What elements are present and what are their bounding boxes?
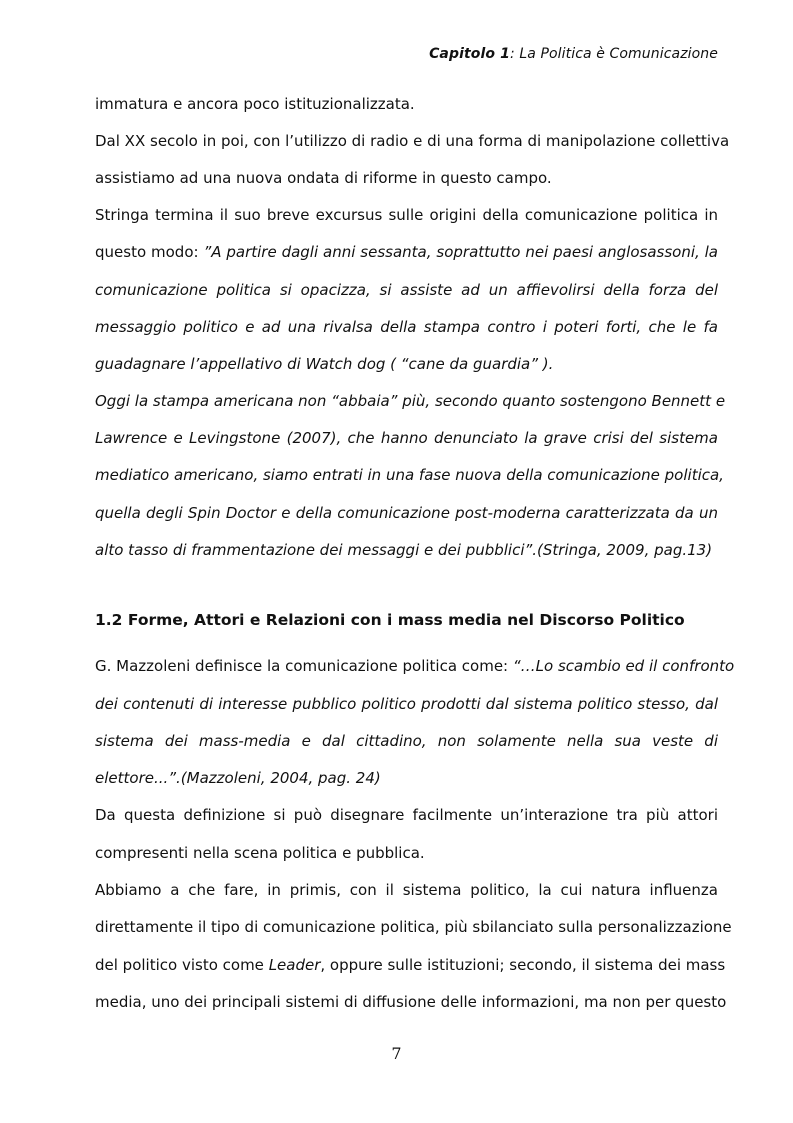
text-line: assistiamo ad una nuova ondata di riforme in questo campo. — [95, 169, 552, 187]
text-line: immatura e ancora poco istituzionalizzata. — [95, 95, 415, 113]
quote-line: elettore...”.(Mazzoleni, 2004, pag. 24) — [95, 769, 381, 787]
text-span: questo modo: — [95, 243, 204, 261]
page-number: 7 — [391, 1044, 402, 1063]
quote-span: “…Lo scambio ed il confronto — [512, 657, 735, 675]
chapter-label: Capitolo 1 — [429, 46, 510, 62]
quote-line: messaggio politico e ad una rivalsa della stampa contro i poteri forti, che le fa — [95, 318, 718, 336]
quote-line: dei contenuti di interesse pubblico politico prodotti dal sistema politico stesso, dal — [95, 695, 718, 713]
quote-line: Oggi la stampa americana non “abbaia” più, secondo quanto sostengono Bennett e — [95, 392, 726, 410]
text-line — [95, 656, 735, 676]
quote-line: Lawrence e Levingstone (2007), che hanno denunciato la grave crisi del sistema — [95, 429, 718, 447]
text-line — [95, 955, 726, 975]
running-header — [429, 46, 718, 62]
quote-line: comunicazione politica si opacizza, si assiste ad un affievolirsi della forza del — [95, 281, 718, 299]
section-heading: 1.2 Forme, Attori e Relazioni con i mass media nel Discorso Politico — [95, 611, 685, 629]
leader-term: Leader — [268, 956, 321, 974]
text-span: del politico visto come — [95, 956, 269, 974]
quote-span: ”A partire dagli anni sessanta, soprattutto nei paesi anglosassoni, la — [203, 243, 719, 261]
text-line: Stringa termina il suo breve excursus sulle origini della comunicazione politica in — [95, 206, 718, 224]
quote-line: mediatico americano, siamo entrati in una fase nuova della comunicazione politica, — [95, 466, 724, 484]
text-line: Da questa definizione si può disegnare facilmente un’interazione tra più attori — [95, 806, 718, 824]
text-span: , oppure sulle istituzioni; secondo, il sistema dei mass — [320, 956, 726, 974]
quote-line: sistema dei mass-media e dal cittadino, non solamente nella sua veste di — [95, 732, 718, 750]
quote-line: quella degli Spin Doctor e della comunicazione post-moderna caratterizzata da un — [95, 504, 718, 522]
text-line: media, uno dei principali sistemi di diffusione delle informazioni, ma non per questo — [95, 993, 727, 1011]
text-line — [95, 242, 718, 262]
text-span: G. Mazzoleni definisce la comunicazione politica come: — [95, 657, 513, 675]
chapter-title: : La Politica è Comunicazione — [509, 46, 718, 62]
quote-line: alto tasso di frammentazione dei messaggi e dei pubblici”.(Stringa, 2009, pag.13) — [95, 541, 713, 559]
text-line: compresenti nella scena politica e pubblica. — [95, 844, 425, 862]
text-line: Dal XX secolo in poi, con l’utilizzo di radio e di una forma di manipolazione collettiva — [95, 132, 730, 150]
quote-line: guadagnare l’appellativo di Watch dog ( “cane da guardia” ). — [95, 355, 554, 373]
text-line: Abbiamo a che fare, in primis, con il sistema politico, la cui natura influenza — [95, 881, 718, 899]
text-line: direttamente il tipo di comunicazione politica, più sbilanciato sulla personalizzazione — [95, 918, 732, 936]
